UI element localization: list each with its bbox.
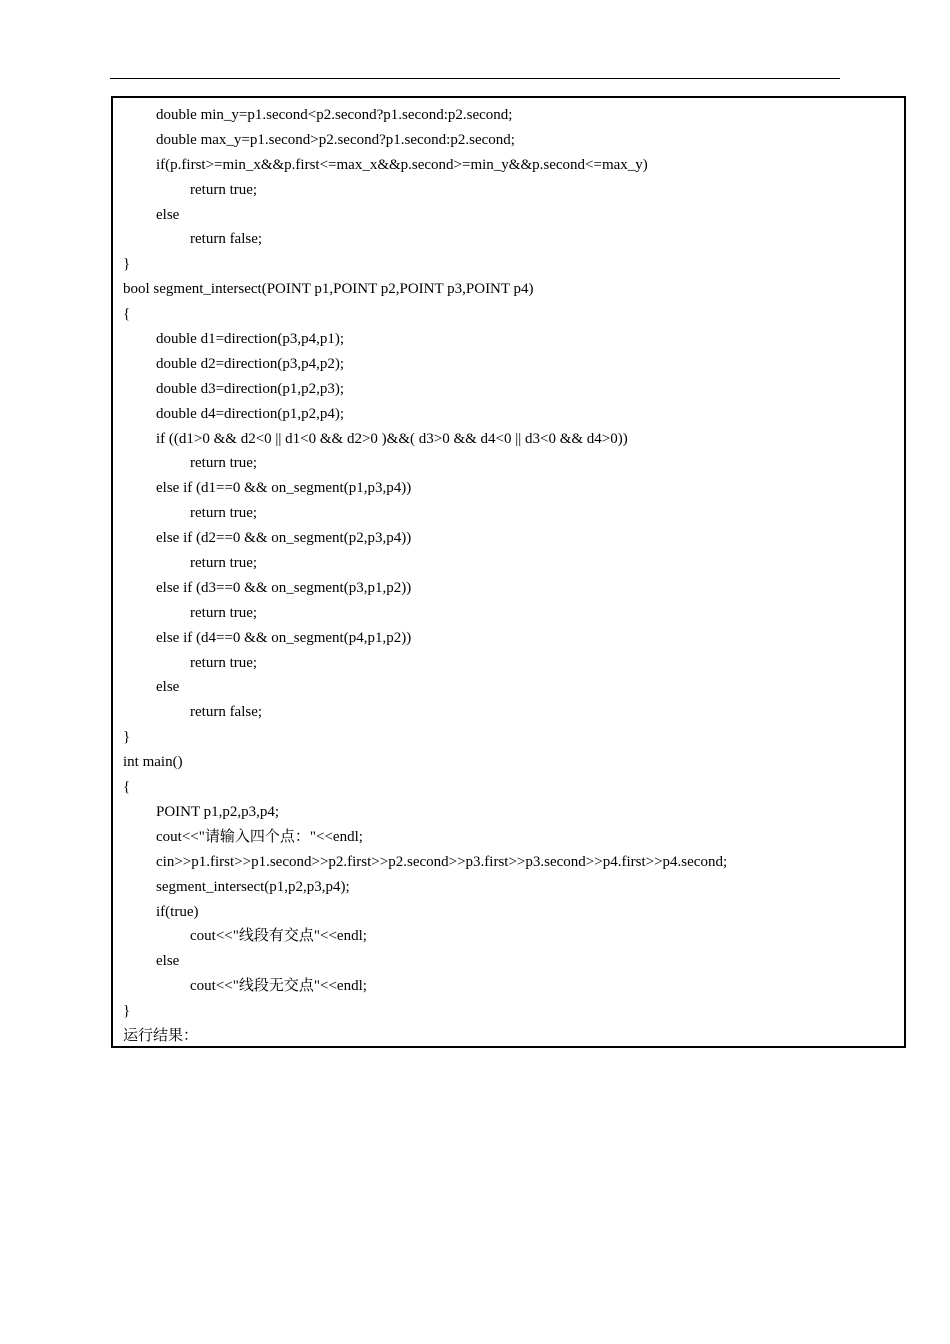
code-line: double d4=direction(p1,p2,p4); (156, 405, 345, 422)
code-line: double min_y=p1.second<p2.second?p1.second:p2.second; (156, 107, 513, 123)
code-line: { (123, 306, 131, 323)
code-line: cout<<"请输入四个点："<<endl; (156, 828, 363, 845)
code-line: if(true) (156, 903, 199, 920)
code-line: cout<<"线段有交点"<<endl; (190, 928, 367, 945)
code-line: cin>>p1.first>>p1.second>>p2.first>>p2.second>>p3.first>>p3.second>>p4.first>>p4.second; (156, 853, 728, 870)
code-line: return true; (190, 555, 258, 572)
code-line: bool segment_intersect(POINT p1,POINT p2,POINT p3,POINT p4) (123, 281, 534, 298)
code-line: double d2=direction(p3,p4,p2); (156, 355, 345, 372)
code-line: return true; (190, 654, 258, 671)
code-line: else (156, 206, 180, 223)
code-line: return false; (190, 704, 263, 721)
code-line: segment_intersect(p1,p2,p3,p4); (156, 878, 350, 895)
code-line: return false; (190, 231, 263, 248)
code-line: double d3=direction(p1,p2,p3); (156, 380, 345, 397)
code-line: if ((d1>0 && d2<0 || d1<0 && d2>0 )&&( d3>0 && d4<0 || d3<0 && d4>0)) (156, 430, 628, 447)
code-line: } (123, 729, 131, 746)
code-line: { (123, 779, 131, 796)
code-line: POINT p1,p2,p3,p4; (156, 803, 280, 820)
header-rule (110, 78, 840, 79)
code-line: return true; (190, 604, 258, 621)
code-line: else (156, 679, 180, 696)
code-line: return true; (190, 505, 258, 522)
code-line: else if (d2==0 && on_segment(p2,p3,p4)) (156, 530, 412, 547)
code-line: } (123, 1003, 131, 1020)
code-line: double max_y=p1.second>p2.second?p1.second:p2.second; (156, 131, 515, 148)
code-line: } (123, 256, 131, 273)
code-line: 运行结果： (123, 1027, 199, 1044)
code-line: else if (d4==0 && on_segment(p4,p1,p2)) (156, 629, 412, 646)
code-line: else if (d3==0 && on_segment(p3,p1,p2)) (156, 579, 412, 596)
code-lines (123, 103, 904, 1049)
code-line: else if (d1==0 && on_segment(p1,p3,p4)) (156, 480, 412, 497)
code-line: if(p.first>=min_x&&p.first<=max_x&&p.second>=min_y&&p.second<=max_y) (156, 156, 648, 173)
code-line: return true; (190, 181, 258, 198)
code-line: cout<<"线段无交点"<<endl; (190, 978, 367, 995)
code-line: int main() (123, 754, 183, 771)
code-line: else (156, 953, 180, 970)
code-line: return true; (190, 455, 258, 472)
code-line: double d1=direction(p3,p4,p1); (156, 331, 345, 348)
code-listing-box (111, 96, 906, 1048)
